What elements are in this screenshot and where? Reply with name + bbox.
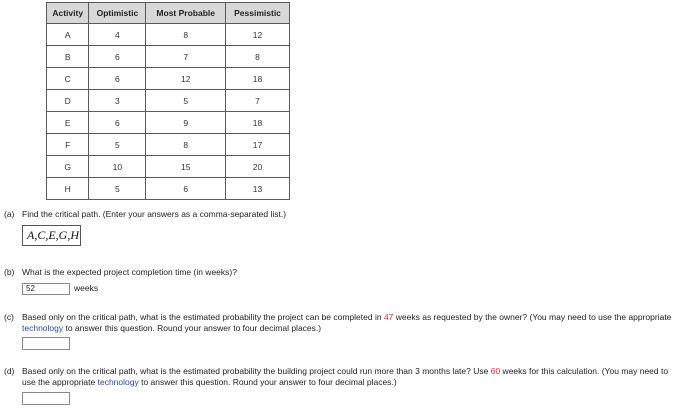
table-cell: H xyxy=(47,178,89,200)
table-cell: 7 xyxy=(146,46,226,68)
question-d-label: (d) xyxy=(4,366,15,376)
table-row xyxy=(47,134,290,156)
table-cell: 20 xyxy=(226,156,290,178)
table-cell: E xyxy=(47,112,89,134)
table-header-row xyxy=(47,3,290,24)
table-row xyxy=(47,68,290,90)
table-cell: 5 xyxy=(89,134,146,156)
table-cell: 6 xyxy=(146,178,226,200)
question-b-text: What is the expected project completion time (in weeks)? xyxy=(22,267,237,277)
table-cell: 15 xyxy=(146,156,226,178)
table-cell: 6 xyxy=(89,68,146,90)
weeks-value-60: 60 xyxy=(490,366,501,376)
table-cell: 8 xyxy=(146,24,226,46)
question-a-label: (a) xyxy=(4,209,15,219)
table-cell: 13 xyxy=(226,178,290,200)
table-cell: 12 xyxy=(226,24,290,46)
table-cell: 9 xyxy=(146,112,226,134)
question-c-text-1: Based only on the critical path, what is the estimated probability the project can be completed in xyxy=(22,312,384,322)
table-row xyxy=(47,90,290,112)
technology-link[interactable]: technology xyxy=(97,377,139,387)
table-cell: C xyxy=(47,68,89,90)
question-d-text-3: to answer this question. Round your answer to four decimal places.) xyxy=(138,377,397,387)
table-cell: 18 xyxy=(226,68,290,90)
activity-time-table xyxy=(46,2,290,200)
question-c-text-3: to answer this question. Round your answer to four decimal places.) xyxy=(63,323,322,333)
weeks-unit-label: weeks xyxy=(74,283,99,293)
header-most-probable: Most Probable xyxy=(146,3,226,24)
table-cell: 8 xyxy=(146,134,226,156)
table-cell: B xyxy=(47,46,89,68)
table-cell: 4 xyxy=(89,24,146,46)
table-cell: 10 xyxy=(89,156,146,178)
table-cell: 3 xyxy=(89,90,146,112)
question-d-text-2: weeks for this calculation. (You may need to use the appropriate xyxy=(22,366,669,387)
header-pessimistic: Pessimistic xyxy=(226,3,290,24)
table-cell: 5 xyxy=(146,90,226,112)
question-c-text-2: weeks as requested by the owner? (You may need to use the appropriate xyxy=(393,312,672,322)
table-cell: D xyxy=(47,90,89,112)
table-row xyxy=(47,156,290,178)
table-row xyxy=(47,46,290,68)
table-cell: A xyxy=(47,24,89,46)
probability-47-weeks-input[interactable] xyxy=(22,337,70,350)
header-activity: Activity xyxy=(47,3,89,24)
critical-path-answer-field[interactable]: A,C,E,G,H xyxy=(22,225,81,246)
completion-time-input[interactable]: 52 xyxy=(22,283,70,295)
question-d-text-1: Based only on the critical path, what is the estimated probability the building project could run more than 3 months late? Use xyxy=(22,366,491,376)
table-cell: 6 xyxy=(89,46,146,68)
table-cell: 5 xyxy=(89,178,146,200)
technology-link[interactable]: technology xyxy=(22,323,64,333)
weeks-value-47: 47 xyxy=(383,312,394,322)
header-optimistic: Optimistic xyxy=(89,3,146,24)
table-cell: 8 xyxy=(226,46,290,68)
question-a-text: Find the critical path. (Enter your answers as a comma-separated list.) xyxy=(22,209,287,219)
table-cell: 12 xyxy=(146,68,226,90)
table-cell: G xyxy=(47,156,89,178)
table-row xyxy=(47,24,290,46)
table-cell: 17 xyxy=(226,134,290,156)
question-d-text xyxy=(22,366,684,388)
question-c-label: (c) xyxy=(4,312,14,322)
table-cell: F xyxy=(47,134,89,156)
question-c-text xyxy=(22,312,684,334)
table-cell: 6 xyxy=(89,112,146,134)
table-cell: 7 xyxy=(226,90,290,112)
probability-late-input[interactable] xyxy=(22,392,70,405)
table-cell: 18 xyxy=(226,112,290,134)
table-row xyxy=(47,112,290,134)
question-b-label: (b) xyxy=(4,267,15,277)
table-row xyxy=(47,178,290,200)
